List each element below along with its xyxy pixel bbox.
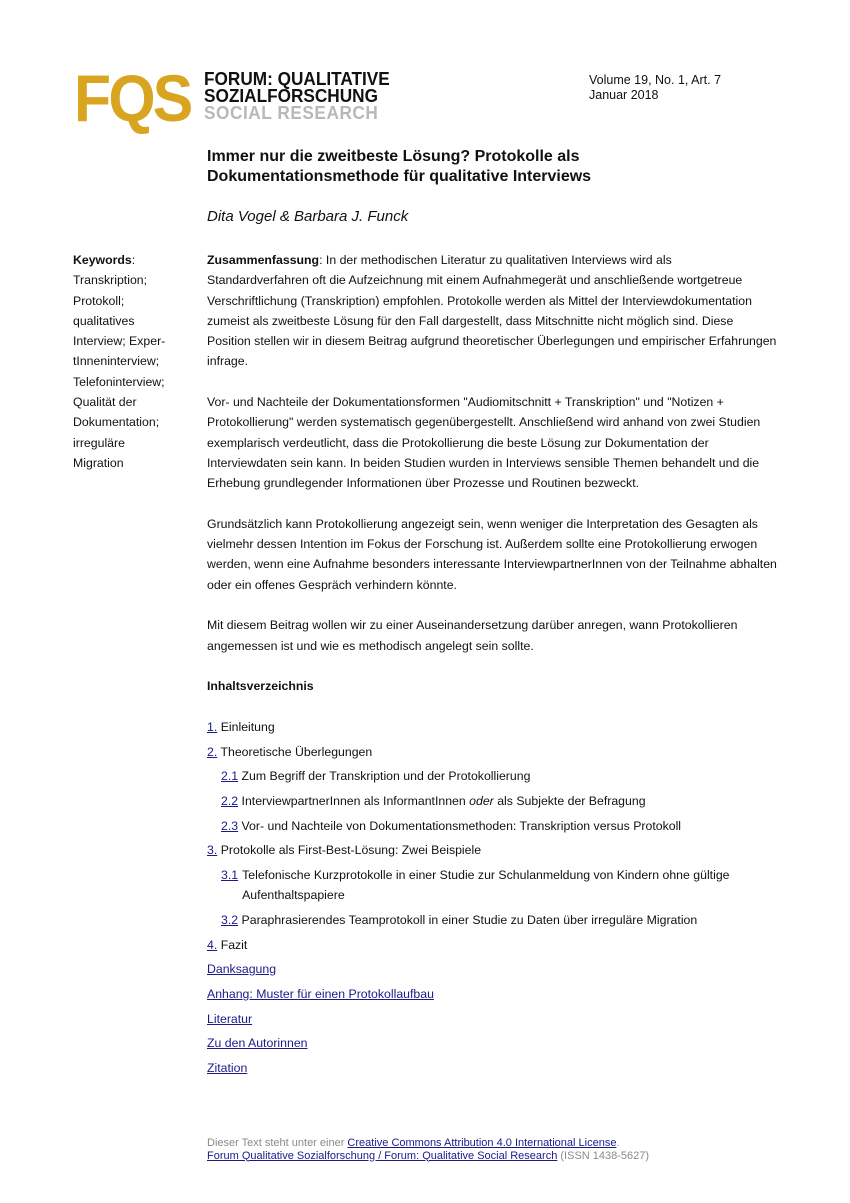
keyword-line: Interview; Exper- xyxy=(73,334,166,349)
keyword-line: Qualität der xyxy=(73,395,137,410)
toc-item xyxy=(207,766,777,786)
issn: (ISSN 1438-5627) xyxy=(557,1149,650,1162)
toc-item xyxy=(207,865,777,906)
toc-link-4[interactable]: 4. xyxy=(207,937,218,952)
page-footer xyxy=(207,1137,649,1162)
toc-link-2[interactable]: 2. xyxy=(207,744,218,759)
toc-item-label: Fazit xyxy=(220,937,248,952)
toc-item xyxy=(207,791,777,811)
toc-item xyxy=(207,910,777,930)
toc-item xyxy=(207,816,777,836)
toc-item xyxy=(207,1058,777,1078)
issue-meta xyxy=(589,73,721,103)
abstract-paragraph-4: Mit diesem Beitrag wollen wir zu einer Auseinandersetzung darüber anregen, wann Protokollieren angemessen ist und wie es methodisch angelegt sein sollte. xyxy=(207,618,738,653)
keyword-line: tInneninterview; xyxy=(73,354,160,369)
toc-link-1[interactable]: 1. xyxy=(207,719,218,734)
issue-date: Januar 2018 xyxy=(589,88,659,102)
keywords-sidebar xyxy=(73,250,203,473)
toc-item-label: Theoretische Überlegungen xyxy=(220,744,373,759)
abstract-label: Zusammenfassung xyxy=(207,253,320,267)
keyword-line: Telefoninterview; xyxy=(73,374,165,389)
volume-info: Volume 19, No. 1, Art. 7 xyxy=(589,73,722,87)
abstract-paragraph-3: Grundsätzlich kann Protokollierung angezeigt sein, wenn weniger die Interpretation des Gesagten als vielmehr dessen Intention im Fokus der Forschung ist. Außerdem sollte eine Protokollierung erwogen werden, wenn eine Aufnahme besonders interessante InterviewpartnerInnen von der Teilnahme abhalten oder ein offenes Gespräch verhindern könnte. xyxy=(207,516,777,592)
toc-item-label: Vor- und Nachteile von Dokumentationsmethoden: Transkription versus Protokoll xyxy=(241,818,682,833)
article-title xyxy=(207,147,767,187)
toc-link-autorinnen[interactable]: Zu den Autorinnen xyxy=(207,1036,308,1051)
toc-item xyxy=(207,935,777,955)
toc-link-2-1[interactable]: 2.1 xyxy=(221,769,239,784)
toc-item-label: Paraphrasierendes Teamprotokoll in einer Studie zu Daten über irreguläre Migration xyxy=(241,912,698,927)
license-link[interactable]: Creative Commons Attribution 4.0 International License xyxy=(347,1137,617,1149)
journal-logo xyxy=(74,61,404,135)
toc-item-label xyxy=(242,794,646,808)
toc-item-label: Zum Begriff der Transkription und der Protokollierung xyxy=(241,769,531,784)
keywords-label: Keywords xyxy=(73,253,132,267)
toc-item xyxy=(207,1033,777,1053)
toc-heading: Inhaltsverzeichnis xyxy=(207,679,314,694)
keyword-line: Dokumentation; xyxy=(73,415,160,430)
toc-item-label: Einleitung xyxy=(220,719,275,734)
title-line-1: Immer nur die zweitbeste Lösung? Protokolle als xyxy=(207,148,580,165)
toc-text-part: InterviewpartnerInnen als InformantInnen xyxy=(241,793,470,808)
keywords-heading: Keywords: xyxy=(73,253,136,267)
keyword-line: qualitatives xyxy=(73,313,135,328)
toc-item xyxy=(207,959,777,979)
toc-link-3-2[interactable]: 3.2 xyxy=(221,912,239,927)
journal-line xyxy=(207,1150,649,1163)
toc-link-zitation[interactable]: Zitation xyxy=(207,1061,248,1076)
table-of-contents xyxy=(207,717,777,1079)
toc-link-danksagung[interactable]: Danksagung xyxy=(207,962,277,977)
abstract-text: : In der methodischen Literatur zu qualitativen Interviews wird als Standardverfahren oft die Aufzeichnung mit einem Aufnahmegerät und anschließende wortgetreue Verschriftlichung (Transkription) empfohlen. Protokolle werden als Mittel der Interviewdokumentation zumeist als zweitbeste Lösung für den Fall dargestellt, dass Mitschnitte nicht möglich sind. Diese Position stellen wir in diesem Beitrag aufgrund theoretischer Überlegungen und empirischer Erfahrungen infrage. xyxy=(207,253,777,369)
toc-item-label: Telefonische Kurzprotokolle in einer Studie zur Schulanmeldung von Kindern ohne gültige Aufenthaltspapiere xyxy=(242,867,730,903)
toc-item xyxy=(207,840,777,860)
toc-item xyxy=(207,717,777,737)
toc-link-2-2[interactable]: 2.2 xyxy=(221,793,239,808)
logo-line-2: SOZIALFORSCHUNG xyxy=(204,85,378,106)
journal-link[interactable]: Forum Qualitative Sozialforschung / Forum: Qualitative Social Research xyxy=(207,1149,558,1162)
keyword-line: Migration xyxy=(73,455,124,470)
toc-text-part: als Subjekte der Befragung xyxy=(493,793,646,808)
license-prefix: Dieser Text steht unter einer xyxy=(207,1137,348,1149)
toc-item xyxy=(207,1009,777,1029)
toc-item xyxy=(207,742,777,762)
license-line xyxy=(207,1137,649,1150)
toc-link-2-3[interactable]: 2.3 xyxy=(221,818,239,833)
logo-acronym: FQS xyxy=(74,61,191,135)
keyword-line: irreguläre xyxy=(73,435,125,450)
license-suffix: . xyxy=(616,1137,620,1149)
main-column xyxy=(207,250,777,1083)
logo-line-3: SOCIAL RESEARCH xyxy=(204,102,379,123)
abstract-paragraph-2: Vor- und Nachteile der Dokumentationsformen "Audiomitschnitt + Transkription" und "Notizen + Protokollierung" werden systematisch gegenübergestellt. Anschließend wird anhand von zwei Studien exemplarisch verdeutlicht, dass die Protokollierung die beste Lösung zur Dokumentation der Interviewdaten sein kann. In beiden Studien wurden in Interviews sensible Themen behandelt und die Erhebung grundlegender Informationen über Prozesse und Routinen bezweckt. xyxy=(207,395,761,491)
toc-link-anhang[interactable]: Anhang: Muster für einen Protokollaufbau xyxy=(207,987,434,1001)
toc-link-3-1[interactable]: 3.1 xyxy=(221,867,239,882)
toc-link-literatur[interactable]: Literatur xyxy=(207,1011,253,1026)
keyword-line: Protokoll; xyxy=(73,293,125,308)
toc-item xyxy=(207,984,777,1004)
logo-line-1: FORUM: QUALITATIVE xyxy=(204,68,390,89)
toc-item-label: Protokolle als First-Best-Lösung: Zwei Beispiele xyxy=(220,843,482,858)
toc-text-italic: oder xyxy=(469,793,494,808)
title-line-2: Dokumentationsmethode für qualitative Interviews xyxy=(207,168,592,185)
abstract-paragraph-1 xyxy=(207,250,777,372)
toc-link-3[interactable]: 3. xyxy=(207,843,218,858)
logo-wordmark xyxy=(204,70,390,121)
article-authors: Dita Vogel & Barbara J. Funck xyxy=(207,208,409,225)
keyword-line: Transkription; xyxy=(73,273,148,288)
